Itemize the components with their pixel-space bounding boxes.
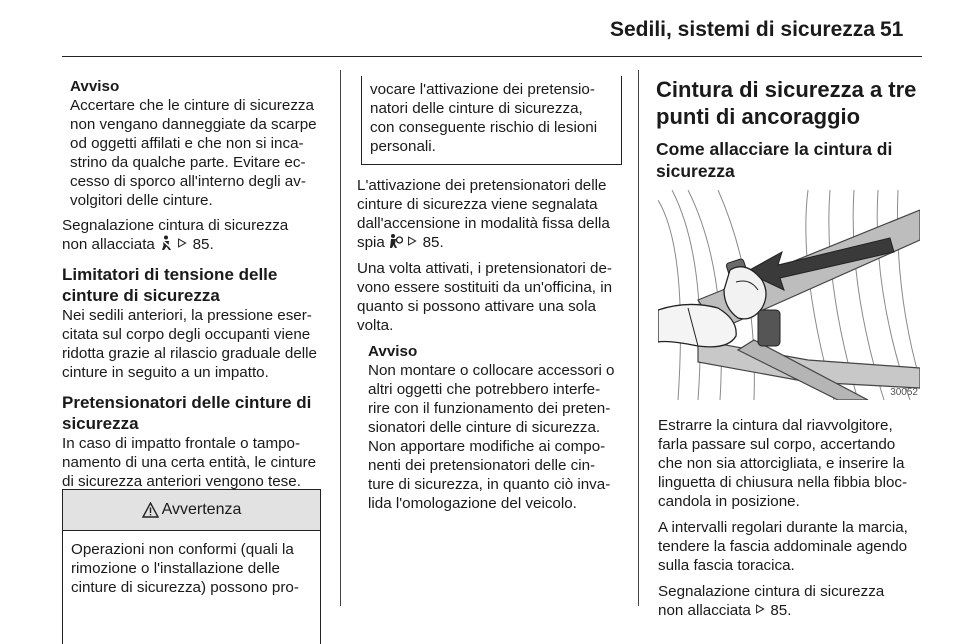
- body-line: vono essere sostituiti da un'officina, in: [357, 279, 613, 296]
- notice-block-1: [62, 77, 327, 210]
- section-heading: punti di ancoraggio: [656, 104, 861, 129]
- warning-line: personali.: [370, 138, 436, 155]
- page-number: 51: [880, 18, 904, 41]
- column-3: [656, 76, 926, 182]
- body-line: Estrarre la cintura dal riavvolgitore,: [658, 417, 893, 434]
- warning-line: vocare l'attivazione dei pretensio-: [370, 81, 595, 98]
- section-heading: Cintura di sicurezza a tre: [656, 77, 917, 102]
- body-line: namento di una certa entità, le cinture: [62, 454, 317, 471]
- body-line: cinture in seguito a un impatto.: [62, 364, 269, 381]
- body-line: Una volta attivati, i pretensionatori de-: [357, 260, 612, 277]
- body-line: In caso di impatto frontale o tampo-: [62, 435, 301, 452]
- limiter-heading: Limitatori di tensione delle: [62, 265, 278, 284]
- warning-title: Avvertenza: [161, 501, 242, 518]
- column-3-body: [658, 416, 928, 620]
- page-reference-arrow-icon: [407, 233, 418, 249]
- body-line: tendere la fascia addominale agendo: [658, 538, 908, 555]
- notice-line: sionatori delle cinture di sicurezza.: [368, 419, 601, 436]
- notice-line: nenti dei pretensionatori delle cin-: [368, 457, 596, 474]
- seatbelt-warning-icon: [159, 235, 173, 251]
- warning-line: natori delle cinture di sicurezza,: [370, 100, 583, 117]
- seatbelt-signal-text: non allacciata: [62, 236, 155, 253]
- seatbelt-signal-line: Segnalazione cintura di sicurezza: [658, 583, 885, 600]
- notice-block-2: [357, 342, 627, 513]
- warning-header: [63, 490, 320, 531]
- page-header-title: Sedili, sistemi di sicurezza: [610, 18, 875, 41]
- pretensioner-heading: Pretensionatori delle cinture di: [62, 393, 312, 412]
- warning-line: Operazioni non conformi (quali la: [71, 541, 294, 558]
- seatbelt-signal-line: [62, 235, 327, 254]
- warning-line: rimozione o l'installazione delle: [71, 560, 280, 577]
- seatbelt-fastening-drawing: [658, 190, 920, 400]
- page-reference: 85.: [770, 602, 792, 619]
- notice-line: Non apportare modifiche ai compo-: [368, 438, 606, 455]
- body-line: farla passare sul corpo, accertando: [658, 436, 896, 453]
- body-line: A intervalli regolari durante la marcia,: [658, 519, 908, 536]
- body-line: quanto si possono attivare una sola: [357, 298, 596, 315]
- column-2: [357, 176, 627, 513]
- warning-body: [63, 531, 320, 597]
- figure-number: 30052: [890, 387, 918, 398]
- body-line: che non sia attorcigliata, e inserire la: [658, 455, 905, 472]
- column-1: [62, 77, 327, 491]
- page-reference-arrow-icon: [177, 235, 188, 251]
- header-divider: [62, 56, 922, 57]
- warning-continuation-box: [361, 76, 622, 165]
- body-line: di sicurezza anteriori vengono tese.: [62, 473, 301, 490]
- warning-line: con conseguente rischio di lesioni: [370, 119, 598, 136]
- body-line: cinture di sicurezza viene segnalata: [357, 196, 598, 213]
- warning-line: cinture di sicurezza) possono pro-: [71, 579, 299, 596]
- subsection-heading: Come allacciare la cintura di: [656, 139, 893, 159]
- body-line: volta.: [357, 317, 394, 334]
- notice-line: altri oggetti che potrebbero interfe-: [368, 381, 601, 398]
- body-line: citata sul corpo degli occupanti viene: [62, 326, 311, 343]
- page-reference-arrow-icon: [755, 601, 766, 617]
- page-reference: 85.: [422, 234, 444, 251]
- notice-line: volgitori delle cinture.: [70, 192, 213, 209]
- airbag-pretensioner-icon: [389, 233, 403, 249]
- notice-line: Non montare o collocare accessori o: [368, 362, 615, 379]
- seatbelt-signal-line: Segnalazione cintura di sicurezza: [62, 217, 289, 234]
- body-line: sulla fascia toracica.: [658, 557, 795, 574]
- body-line: Nei sedili anteriori, la pressione eser-: [62, 307, 312, 324]
- notice-line: Accertare che le cinture di sicurezza: [70, 97, 314, 114]
- notice-line: cesso di sporco all'interno degli av-: [70, 173, 306, 190]
- body-line: candola in posizione.: [658, 493, 800, 510]
- pretensioner-heading: sicurezza: [62, 414, 139, 433]
- notice-title: Avviso: [70, 78, 120, 95]
- limiter-heading: cinture di sicurezza: [62, 286, 220, 305]
- warning-triangle-icon: [142, 502, 159, 518]
- seatbelt-illustration: [658, 190, 920, 400]
- seatbelt-signal-text: non allacciata: [658, 602, 751, 619]
- spia-text: spia: [357, 234, 385, 251]
- subsection-heading: sicurezza: [656, 161, 735, 181]
- seatbelt-signal-line: [658, 601, 928, 620]
- notice-line: rire con il funzionamento dei preten-: [368, 400, 611, 417]
- notice-line: ture di sicurezza, in quanto ciò inva-: [368, 476, 611, 493]
- notice-line: non vengano danneggiate da scarpe: [70, 116, 317, 133]
- page-reference: 85.: [192, 236, 214, 253]
- notice-line: strino da qualche parte. Evitare ec-: [70, 154, 306, 171]
- notice-title: Avviso: [368, 343, 418, 360]
- body-line: [357, 233, 627, 252]
- warning-box: [62, 489, 321, 644]
- column-divider-2: [638, 70, 639, 606]
- body-line: linguetta di chiusura nella fibbia bloc-: [658, 474, 908, 491]
- body-line: dall'accensione in modalità fissa della: [357, 215, 610, 232]
- column-divider-1: [340, 70, 341, 606]
- body-line: ridotta grazie al rilascio graduale delle: [62, 345, 317, 362]
- body-line: L'attivazione dei pretensionatori delle: [357, 177, 607, 194]
- notice-line: lida l'omologazione del veicolo.: [368, 495, 577, 512]
- notice-line: od oggetti affilati e che non si inca-: [70, 135, 304, 152]
